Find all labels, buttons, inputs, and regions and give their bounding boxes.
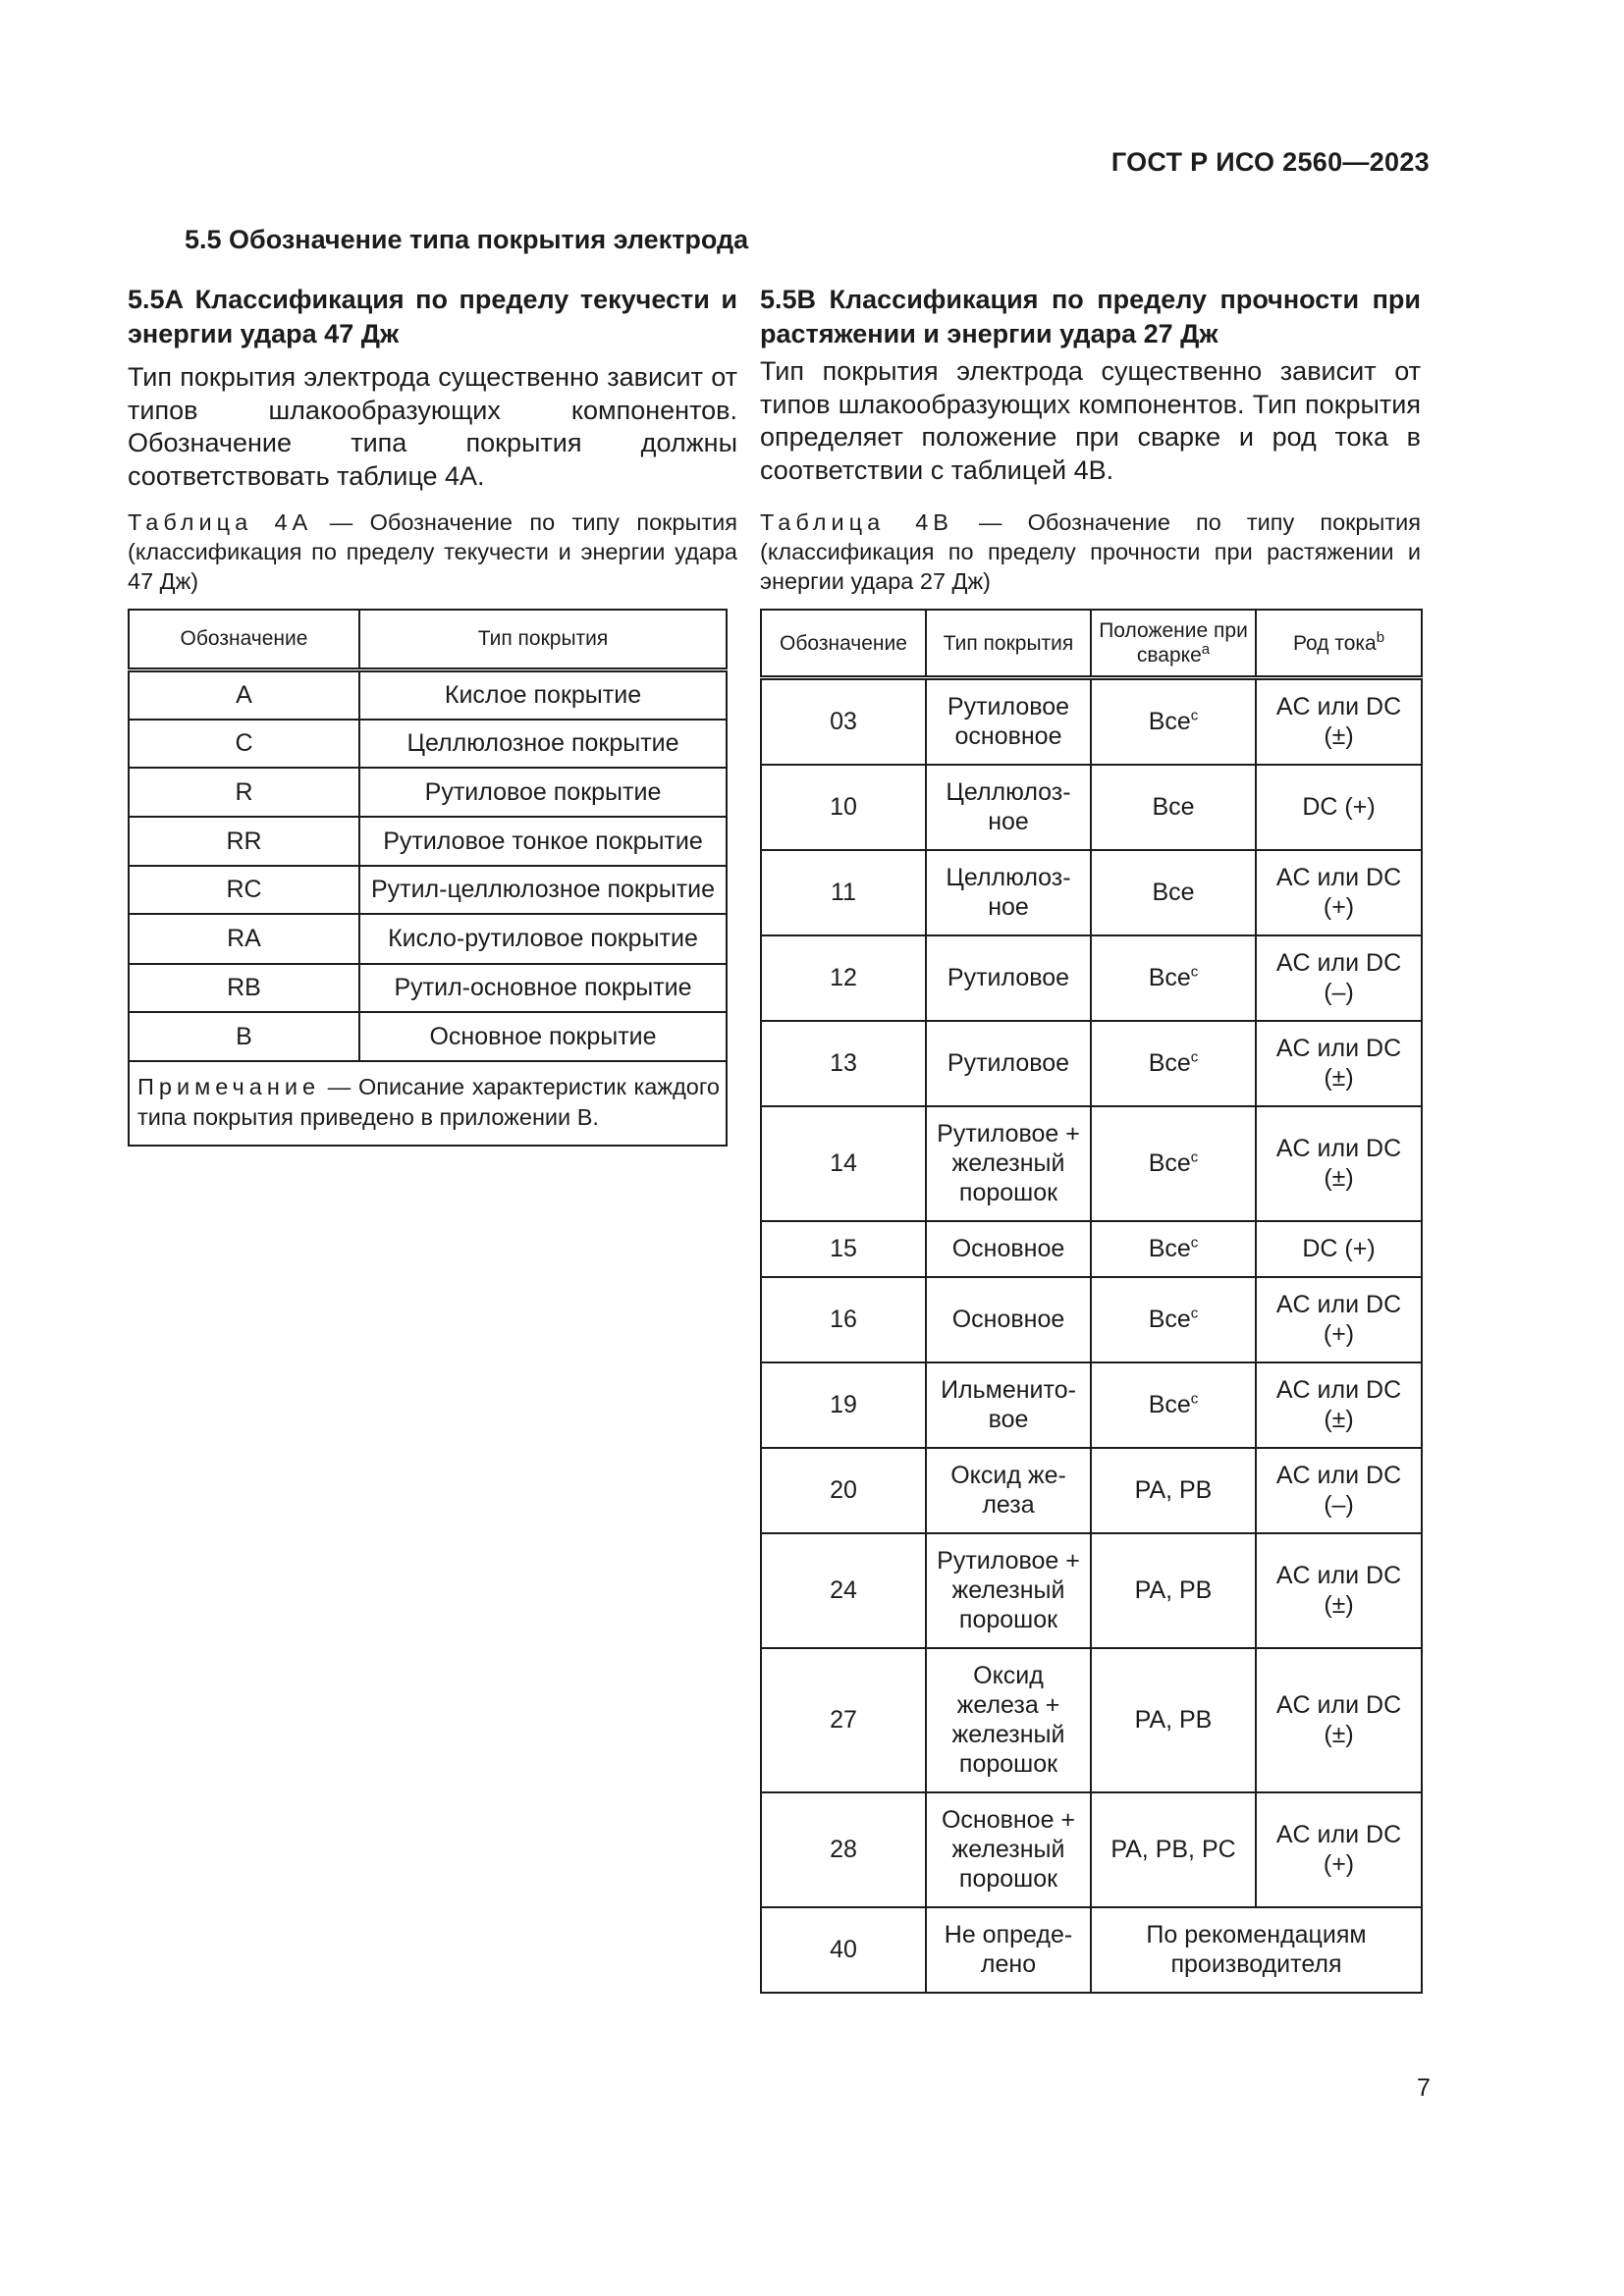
welding-position-cell: Все$^c$ bbox=[1091, 1021, 1256, 1106]
right-paragraph: Тип покрытия электрода существенно зависит от типов шлакообразующих компонентов. Тип покрытия определяет положение при сварке и род тока в соответствии с таблицей 4В. bbox=[760, 356, 1421, 485]
table-row bbox=[761, 1021, 1422, 1106]
standard-designation: ГОСТ Р ИСО 2560—2023 bbox=[1110, 147, 1430, 177]
table-row bbox=[129, 768, 727, 817]
table-header-row bbox=[761, 610, 1422, 678]
designation-cell: 27 bbox=[761, 1648, 926, 1792]
table-4b-caption bbox=[760, 507, 1421, 596]
coating-type-cell: Основное bbox=[926, 1221, 1091, 1277]
coating-type-cell: Рутил-основное покрытие bbox=[359, 964, 727, 1012]
caption-text: — Обозначение по типу покрытия (классификация по пределу прочности при растяжении и энергии удара 27 Дж) bbox=[760, 509, 1421, 594]
designation-cell: A bbox=[129, 670, 359, 721]
coating-type-cell: Не опреде-лено bbox=[926, 1907, 1091, 1993]
section-title: 5.5 Обозначение типа покрытия электрода bbox=[185, 225, 749, 254]
designation-cell: 24 bbox=[761, 1533, 926, 1648]
current-type-cell: AC или DC (–) bbox=[1256, 935, 1422, 1021]
caption-text: — Обозначение по типу покрытия (классификация по пределу текучести и энергии удара 47 Дж) bbox=[128, 509, 737, 594]
right-heading: 5.5В Классификация по пределу прочности при растяжении и энергии удара 27 Дж bbox=[760, 285, 1421, 348]
table-row bbox=[761, 1448, 1422, 1533]
current-type-cell: AC или DC (+) bbox=[1256, 1792, 1422, 1907]
coating-type-cell: Рутиловое bbox=[926, 935, 1091, 1021]
welding-position-cell: Все bbox=[1091, 850, 1256, 935]
table-row bbox=[761, 1533, 1422, 1648]
caption-label: Таблица 4В bbox=[760, 509, 953, 535]
table-row bbox=[129, 914, 727, 964]
designation-cell: RA bbox=[129, 914, 359, 964]
coating-type-cell: Рутиловое покрытие bbox=[359, 768, 727, 817]
merged-cell: По рекомендациям производителя bbox=[1091, 1907, 1422, 1993]
table-row bbox=[761, 1277, 1422, 1362]
coating-type-cell: Рутиловое + железный порошок bbox=[926, 1106, 1091, 1221]
table-row bbox=[761, 765, 1422, 850]
caption-label: Таблица 4А bbox=[128, 509, 313, 535]
coating-type-cell: Ильменито-вое bbox=[926, 1362, 1091, 1448]
coating-type-cell: Рутиловое bbox=[926, 1021, 1091, 1106]
coating-type-cell: Целлюлозное покрытие bbox=[359, 720, 727, 768]
current-type-cell: AC или DC (±) bbox=[1256, 1362, 1422, 1448]
coating-type-cell: Основное bbox=[926, 1277, 1091, 1362]
header-cell: Тип покрытия bbox=[359, 610, 727, 670]
coating-type-cell: Рутиловое + железный порошок bbox=[926, 1533, 1091, 1648]
header-cell: Род тока$^b$ bbox=[1256, 610, 1422, 678]
table-row bbox=[761, 1106, 1422, 1221]
coating-type-cell: Кисло-рутиловое покрытие bbox=[359, 914, 727, 964]
table-row bbox=[129, 670, 727, 721]
designation-cell: 15 bbox=[761, 1221, 926, 1277]
designation-cell: 10 bbox=[761, 765, 926, 850]
current-type-cell: AC или DC (+) bbox=[1256, 1277, 1422, 1362]
designation-cell: 13 bbox=[761, 1021, 926, 1106]
welding-position-cell: Все$^c$ bbox=[1091, 678, 1256, 765]
coating-type-cell: Целлюлоз-ное bbox=[926, 850, 1091, 935]
welding-position-cell: PA, PB bbox=[1091, 1448, 1256, 1533]
welding-position-cell: Все$^c$ bbox=[1091, 1221, 1256, 1277]
table-4a-caption bbox=[128, 507, 737, 596]
designation-cell: 03 bbox=[761, 678, 926, 765]
designation-cell: 19 bbox=[761, 1362, 926, 1448]
designation-cell: 40 bbox=[761, 1907, 926, 1993]
table-4b bbox=[760, 609, 1423, 1994]
table-row bbox=[129, 720, 727, 768]
coating-type-cell: Оксид же-леза bbox=[926, 1448, 1091, 1533]
coating-type-cell: Рутиловое основное bbox=[926, 678, 1091, 765]
current-type-cell: AC или DC (±) bbox=[1256, 1106, 1422, 1221]
table-row bbox=[761, 935, 1422, 1021]
welding-position-cell: PA, PB bbox=[1091, 1533, 1256, 1648]
current-type-cell: AC или DC (±) bbox=[1256, 1533, 1422, 1648]
left-heading: 5.5А Классификация по пределу текучести и энергии удара 47 Дж bbox=[128, 285, 737, 348]
table-row bbox=[761, 678, 1422, 765]
coating-type-cell: Оксид железа + железный порошок bbox=[926, 1648, 1091, 1792]
table-row bbox=[761, 1907, 1422, 1993]
table-4a bbox=[128, 609, 728, 1147]
table-row bbox=[761, 850, 1422, 935]
note-label: Примечание bbox=[137, 1074, 321, 1099]
table-row bbox=[761, 1648, 1422, 1792]
table-row bbox=[129, 1012, 727, 1061]
designation-cell: RR bbox=[129, 817, 359, 866]
welding-position-cell: PA, PB bbox=[1091, 1648, 1256, 1792]
current-type-cell: DC (+) bbox=[1256, 765, 1422, 850]
current-type-cell: AC или DC (+) bbox=[1256, 850, 1422, 935]
left-paragraph: Тип покрытия электрода существенно зависит от типов шлакообразующих компонентов. Обозначение типа покрытия должны соответствовать таблице 4А. bbox=[128, 362, 737, 491]
table-header-row bbox=[129, 610, 727, 670]
current-type-cell: AC или DC (–) bbox=[1256, 1448, 1422, 1533]
note-text: — Описание характеристик каждого типа покрытия приведено в приложении В. bbox=[137, 1074, 720, 1130]
coating-type-cell: Основное покрытие bbox=[359, 1012, 727, 1061]
table-row bbox=[761, 1221, 1422, 1277]
designation-cell: R bbox=[129, 768, 359, 817]
table-row bbox=[129, 964, 727, 1012]
table-row bbox=[129, 817, 727, 866]
header-cell: Обозначение bbox=[129, 610, 359, 670]
current-type-cell: AC или DC (±) bbox=[1256, 1648, 1422, 1792]
welding-position-cell: PA, PB, PC bbox=[1091, 1792, 1256, 1907]
designation-cell: B bbox=[129, 1012, 359, 1061]
designation-cell: 28 bbox=[761, 1792, 926, 1907]
table-row bbox=[761, 1362, 1422, 1448]
designation-cell: RB bbox=[129, 964, 359, 1012]
coating-type-cell: Основное + железный порошок bbox=[926, 1792, 1091, 1907]
designation-cell: 20 bbox=[761, 1448, 926, 1533]
current-type-cell: DC (+) bbox=[1256, 1221, 1422, 1277]
welding-position-cell: Все$^c$ bbox=[1091, 935, 1256, 1021]
table-note bbox=[129, 1061, 727, 1146]
header-cell: Положение при сварке$^a$ bbox=[1091, 610, 1256, 678]
header-cell: Обозначение bbox=[761, 610, 926, 678]
table-note-row bbox=[129, 1061, 727, 1146]
designation-cell: 12 bbox=[761, 935, 926, 1021]
designation-cell: 11 bbox=[761, 850, 926, 935]
welding-position-cell: Все bbox=[1091, 765, 1256, 850]
welding-position-cell: Все$^c$ bbox=[1091, 1106, 1256, 1221]
current-type-cell: AC или DC (±) bbox=[1256, 1021, 1422, 1106]
table-row bbox=[761, 1792, 1422, 1907]
header-cell: Тип покрытия bbox=[926, 610, 1091, 678]
table-row bbox=[129, 866, 727, 914]
coating-type-cell: Кислое покрытие bbox=[359, 670, 727, 721]
designation-cell: 16 bbox=[761, 1277, 926, 1362]
coating-type-cell: Рутил-целлюлозное покрытие bbox=[359, 866, 727, 914]
page-number: 7 bbox=[1417, 2074, 1431, 2102]
welding-position-cell: Все$^c$ bbox=[1091, 1277, 1256, 1362]
current-type-cell: AC или DC (±) bbox=[1256, 678, 1422, 765]
designation-cell: RC bbox=[129, 866, 359, 914]
coating-type-cell: Целлюлоз-ное bbox=[926, 765, 1091, 850]
welding-position-cell: Все$^c$ bbox=[1091, 1362, 1256, 1448]
designation-cell: 14 bbox=[761, 1106, 926, 1221]
designation-cell: C bbox=[129, 720, 359, 768]
coating-type-cell: Рутиловое тонкое покрытие bbox=[359, 817, 727, 866]
